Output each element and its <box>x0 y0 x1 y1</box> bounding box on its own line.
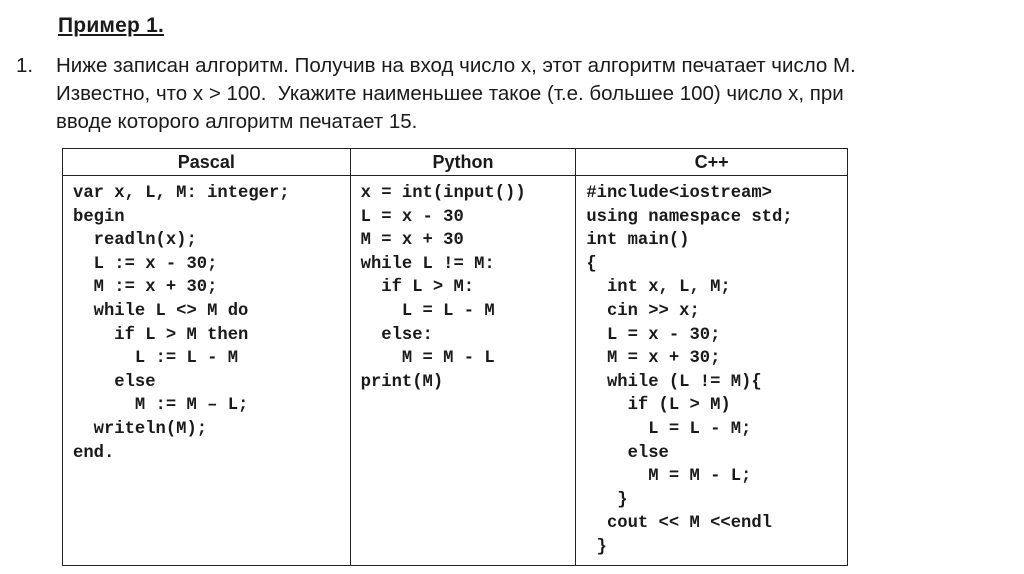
task-text <box>56 52 1016 136</box>
header-python: Python <box>350 149 576 176</box>
cpp-code-cell <box>576 176 848 566</box>
code-line: readln(x); <box>73 231 197 251</box>
code-line: if L > M then <box>73 325 249 345</box>
code-line: M = M - L; <box>586 467 752 487</box>
task-line: вводе которого алгоритм печатает 15. <box>56 110 418 133</box>
code-line: int x, L, M; <box>586 278 731 298</box>
task-number: 1. <box>16 54 34 77</box>
code-line: while L != M: <box>360 254 495 274</box>
code-line: L := L - M <box>73 349 239 369</box>
code-line: if L > M: <box>360 278 475 298</box>
code-line: L := x - 30; <box>73 254 218 274</box>
task-line: Известно, что x > 100. Укажите наименьшее такое (т.е. большее 100) число x, при <box>56 82 844 105</box>
code-line: int main() <box>586 231 690 251</box>
header-pascal: Pascal <box>63 149 351 176</box>
code-line: else <box>586 443 669 463</box>
code-line: L = x - 30 <box>360 207 464 227</box>
header-cpp: C++ <box>576 149 848 176</box>
python-code-cell <box>350 176 576 566</box>
code-line: L = L - M; <box>586 419 752 439</box>
code-line: var x, L, M: integer; <box>73 184 290 203</box>
code-line: if (L > M) <box>586 396 731 416</box>
code-line: M := M – L; <box>73 396 249 416</box>
code-line: cout << M <<endl <box>586 514 772 534</box>
code-line: L = L - M <box>360 301 495 321</box>
code-line: M = x + 30 <box>360 231 464 251</box>
code-line: } <box>586 490 628 510</box>
code-line: end. <box>73 443 115 463</box>
code-line: while L <> M do <box>73 301 249 321</box>
pascal-code-cell <box>63 176 351 566</box>
code-line: M = x + 30; <box>586 349 721 369</box>
code-line: else <box>73 372 156 392</box>
code-line: writeln(M); <box>73 419 208 439</box>
code-line: #include<iostream> <box>586 184 772 203</box>
code-line: else: <box>360 325 433 345</box>
code-line: x = int(input()) <box>360 184 526 203</box>
code-line: while (L != M){ <box>586 372 762 392</box>
code-line: M = M - L <box>360 349 495 369</box>
code-line: cin >> x; <box>586 301 700 321</box>
code-line: begin <box>73 207 125 227</box>
example-heading: Пример 1. <box>58 14 165 37</box>
code-table <box>62 148 848 566</box>
task-line: Ниже записан алгоритм. Получив на вход число x, этот алгоритм печатает число M. <box>56 54 856 77</box>
code-line: print(M) <box>360 372 444 392</box>
code-line: using namespace std; <box>586 207 793 227</box>
code-line: } <box>586 537 607 557</box>
code-line: L = x - 30; <box>586 325 721 345</box>
code-line: M := x + 30; <box>73 278 218 298</box>
code-line: { <box>586 254 597 274</box>
